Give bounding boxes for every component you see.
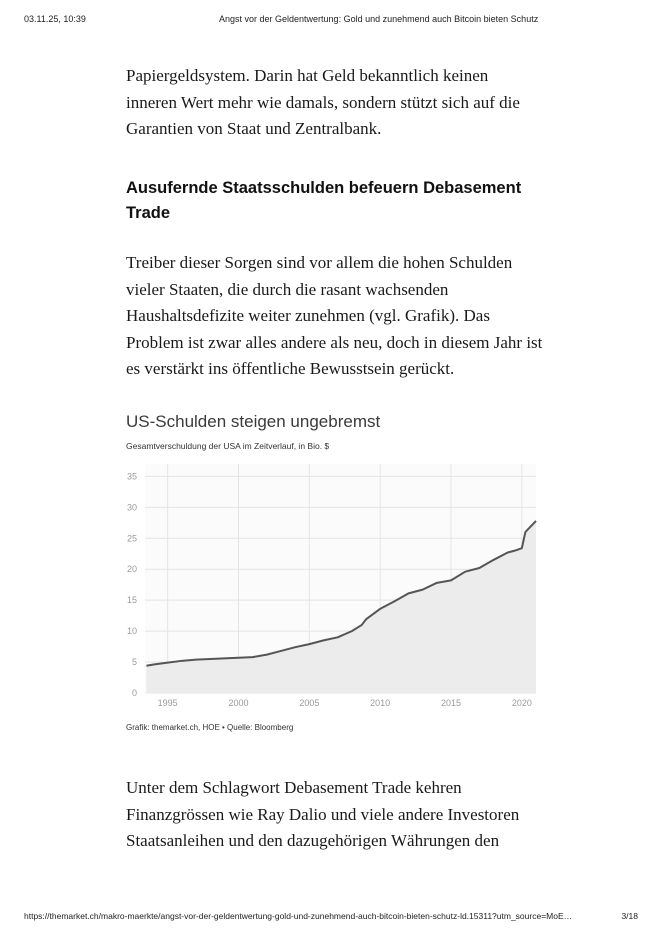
article-paragraph-1: Papiergeldsystem. Darin hat Geld bekanntlich keinen inneren Wert mehr wie damals, sondern stützt sich auf die Garantien von Staat und Zentralbank. (126, 66, 520, 138)
article-paragraph-2: Treiber dieser Sorgen sind vor allem die hohen Schulden vieler Staaten, die durch die rasant wachsenden Haushaltsdefizite weiter zunehmen (vgl. Grafik). Das Problem ist zwar alles andere als neu, doch in diesem Jahr ist es verstärkt ins öffentliche Bewusstsein gerückt. (126, 253, 543, 378)
x-tick-label: 2005 (299, 698, 320, 708)
x-axis-ticks (158, 698, 532, 708)
y-tick-label: 35 (126, 471, 137, 482)
chart-subtitle: Gesamtverschuldung der USA im Zeitverlauf, in Bio. $ (126, 441, 330, 451)
y-tick-label: 0 (131, 688, 137, 698)
print-url: https://themarket.ch/makro-maerkte/angst-vor-der-geldentwertung-gold-und-zunehmend-auch-bitcoin-bieten-schutz-ld.15311?utm_source=MoE… (24, 911, 573, 921)
print-header (24, 14, 638, 28)
article-paragraph-3: Unter dem Schlagwort Debasement Trade kehren Finanzgrössen wie Ray Dalio und viele andere Investoren Staatsanleihen und den dazugehörigen Währungen den (126, 778, 520, 850)
section-heading: Ausufernde Staatsschulden befeuern Debasement Trade (126, 179, 522, 222)
x-tick-label: 2000 (228, 698, 249, 708)
print-datetime: 03.11.25, 10:39 (24, 14, 86, 24)
y-tick-label: 5 (131, 657, 137, 668)
print-page-title: Angst vor der Geldentwertung: Gold und zunehmend auch Bitcoin bieten Schutz (219, 14, 539, 24)
y-tick-label: 25 (126, 533, 137, 544)
y-tick-label: 30 (126, 502, 137, 513)
chart-source-note: Grafik: themarket.ch, HOE • Quelle: Bloomberg (126, 723, 294, 732)
x-tick-label: 2010 (370, 698, 391, 708)
y-tick-label: 15 (126, 595, 137, 606)
x-tick-label: 2015 (440, 698, 462, 708)
y-axis-ticks (127, 471, 137, 698)
x-tick-label: 1995 (157, 698, 178, 708)
chart-title: US-Schulden steigen ungebremst (126, 412, 381, 431)
x-tick-label: 2020 (511, 698, 532, 708)
print-footer (24, 911, 638, 925)
y-tick-label: 20 (126, 564, 137, 575)
debt-chart (118, 460, 540, 716)
page-number: 3/18 (621, 911, 638, 921)
y-tick-label: 10 (126, 626, 137, 637)
